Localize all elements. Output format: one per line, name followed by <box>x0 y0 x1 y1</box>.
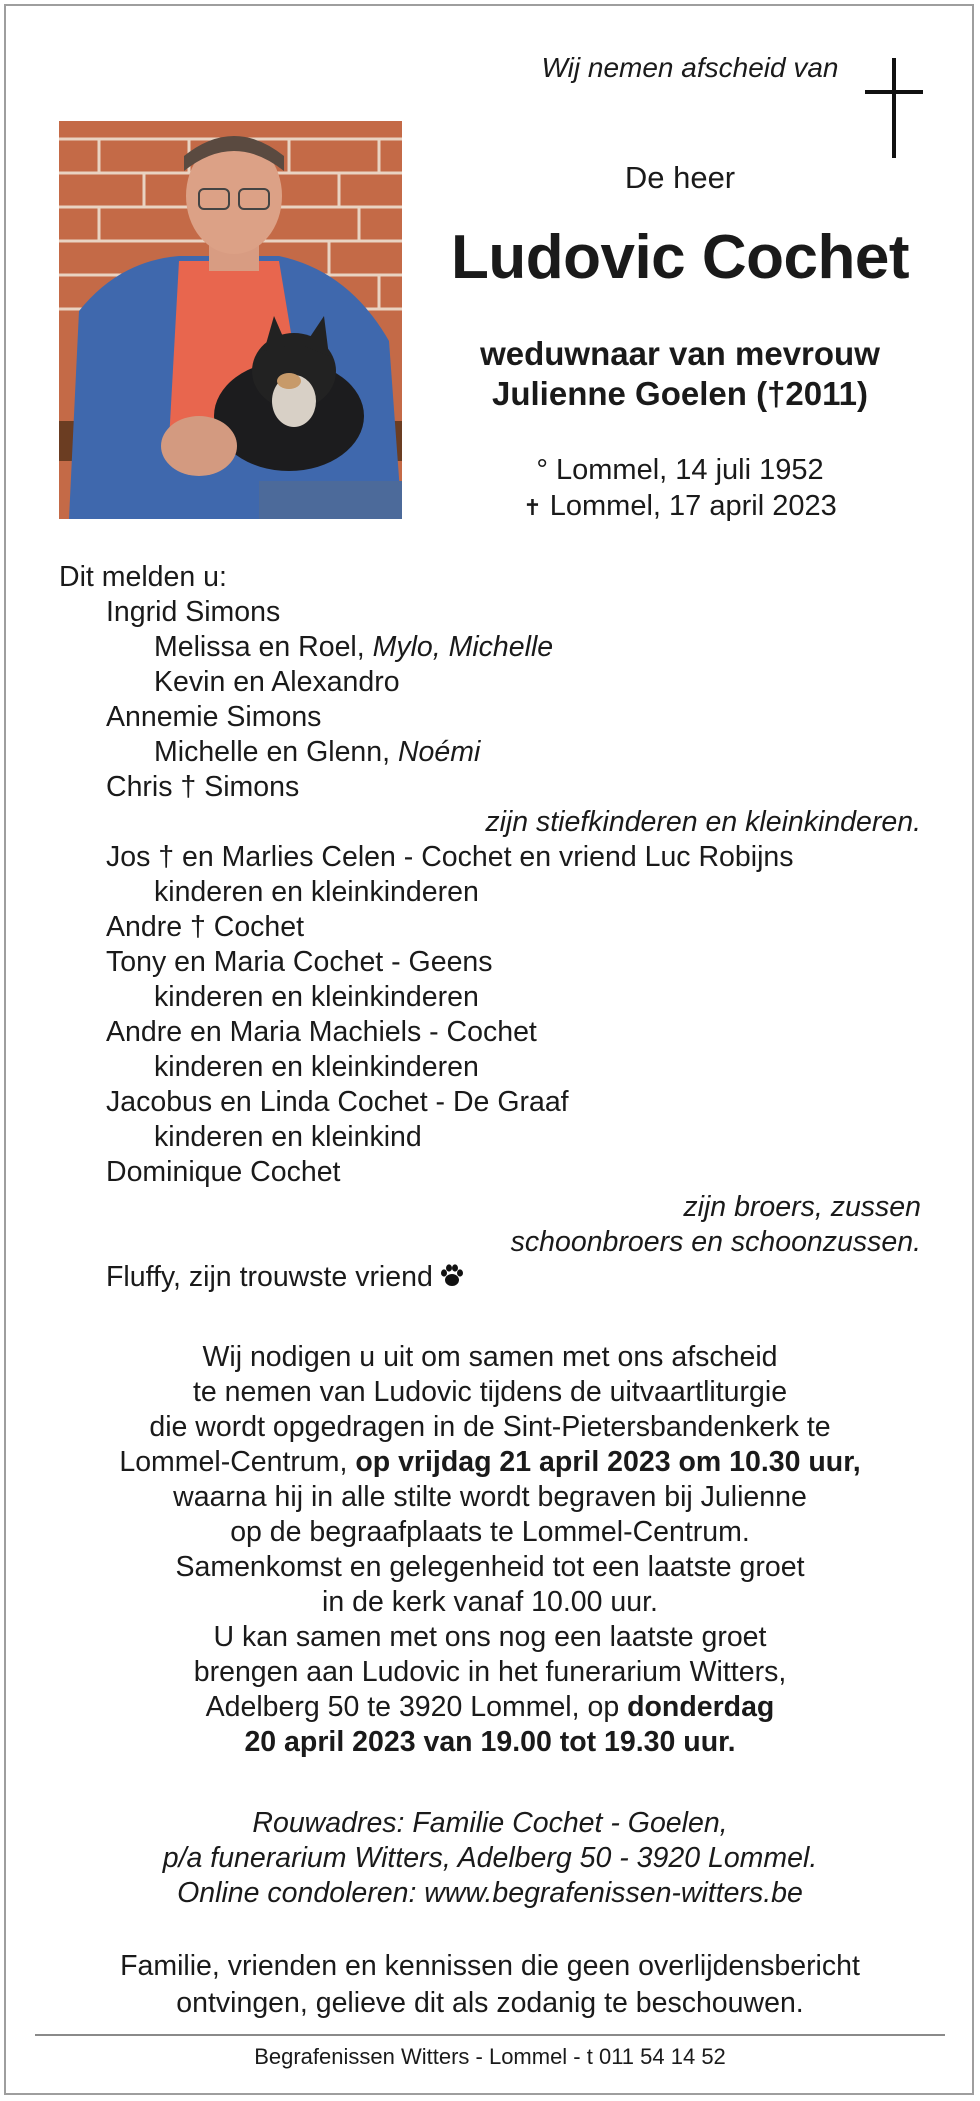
family-member: Ingrid Simons <box>106 596 281 628</box>
spouse-line-1: weduwnaar van mevrouw <box>480 335 880 372</box>
death-date: Lommel, 17 april 2023 <box>549 490 837 522</box>
death-date-line <box>420 488 940 526</box>
ceremony-date-time: op vrijdag 21 april 2023 om 10.30 uur, <box>355 1446 861 1478</box>
relation-caption: schoonbroers en schoonzussen. <box>510 1226 921 1258</box>
family-member: kinderen en kleinkinderen <box>154 1051 479 1083</box>
ceremony-text <box>40 1340 940 1760</box>
ceremony-line: brengen aan Ludovic in het funerarium Witters, <box>193 1656 787 1688</box>
address-line: Rouwadres: Familie Cochet - Goelen, <box>252 1807 728 1839</box>
family-member: Jacobus en Linda Cochet - De Graaf <box>106 1086 569 1118</box>
family-member: Jos † en Marlies Celen - Cochet en vriend Luc Robijns <box>106 841 794 873</box>
family-member: Chris † Simons <box>106 771 300 803</box>
family-member <box>59 735 921 770</box>
relation-caption: zijn stiefkinderen en kleinkinderen. <box>485 806 921 838</box>
family-member: kinderen en kleinkind <box>154 1121 422 1153</box>
footer-divider <box>35 2034 945 2036</box>
family-intro: Dit melden u: <box>59 561 227 593</box>
family-member <box>59 1260 921 1295</box>
relation-caption: zijn broers, zussen <box>683 1191 921 1223</box>
paw-icon <box>439 1262 465 1288</box>
ceremony-text-part: Adelberg 50 te 3920 Lommel, op <box>205 1691 628 1723</box>
pet-line: Fluffy, zijn trouwste vriend <box>106 1261 433 1293</box>
spouse-info <box>420 334 940 414</box>
ceremony-line: op de begraafplaats te Lommel-Centrum. <box>230 1516 750 1548</box>
family-member: Kevin en Alexandro <box>154 666 400 698</box>
ceremony-line: te nemen van Ludovic tijdens de uitvaartliturgie <box>192 1376 788 1408</box>
ceremony-line <box>40 1690 940 1725</box>
family-member: Andre † Cochet <box>106 911 305 943</box>
family-member-text: Michelle en Glenn, <box>154 736 398 768</box>
ceremony-line: waarna hij in alle stilte wordt begraven bij Julienne <box>173 1481 807 1513</box>
notice-text <box>40 1948 940 2022</box>
death-cross-icon: ✝ <box>523 495 542 520</box>
ceremony-line: in de kerk vanaf 10.00 uur. <box>322 1586 658 1618</box>
birth-date: ° Lommel, 14 juli 1952 <box>536 454 824 486</box>
family-member: Andre en Maria Machiels - Cochet <box>106 1016 537 1048</box>
grandchildren-names: Noémi <box>397 736 481 768</box>
honorific: De heer <box>624 160 736 195</box>
family-member-text: Melissa en Roel, <box>154 631 373 663</box>
visitation-day: donderdag <box>627 1691 775 1723</box>
ceremony-line: Wij nodigen u uit om samen met ons afscheid <box>202 1341 778 1373</box>
notice-line: ontvingen, gelieve dit als zodanig te beschouwen. <box>176 1987 804 2019</box>
family-member: Dominique Cochet <box>106 1156 341 1188</box>
ceremony-text-part: Lommel-Centrum, <box>119 1446 356 1478</box>
ceremony-line: U kan samen met ons nog een laatste groet <box>213 1621 767 1653</box>
cross-icon <box>865 58 923 158</box>
grandchildren-names: Mylo, Michelle <box>372 631 554 663</box>
portrait-photo <box>59 111 402 519</box>
condolence-link[interactable]: Online condoleren: www.begrafenissen-witters.be <box>177 1877 803 1909</box>
deceased-name: Ludovic Cochet <box>450 223 910 292</box>
intro-text: Wij nemen afscheid van <box>541 52 839 83</box>
life-dates <box>420 452 940 526</box>
address-line: p/a funerarium Witters, Adelberg 50 - 3920 Lommel. <box>162 1842 818 1874</box>
ceremony-line: die wordt opgedragen in de Sint-Pietersbandenkerk te <box>149 1411 831 1443</box>
ceremony-line <box>40 1445 940 1480</box>
spouse-line-2: Julienne Goelen (†2011) <box>492 375 868 412</box>
family-member: kinderen en kleinkinderen <box>154 876 479 908</box>
family-member: Tony en Maria Cochet - Geens <box>106 946 493 978</box>
family-member: Annemie Simons <box>106 701 322 733</box>
footer-text: Begrafenissen Witters - Lommel - t 011 54 14 52 <box>254 2044 726 2069</box>
family-member <box>59 630 921 665</box>
mourning-address <box>40 1806 940 1911</box>
visitation-date-time: 20 april 2023 van 19.00 tot 19.30 uur. <box>244 1726 736 1758</box>
notice-line: Familie, vrienden en kennissen die geen overlijdensbericht <box>120 1950 860 1982</box>
family-member: kinderen en kleinkinderen <box>154 981 479 1013</box>
ceremony-line: Samenkomst en gelegenheid tot een laatste groet <box>175 1551 805 1583</box>
family-list <box>59 560 921 1295</box>
